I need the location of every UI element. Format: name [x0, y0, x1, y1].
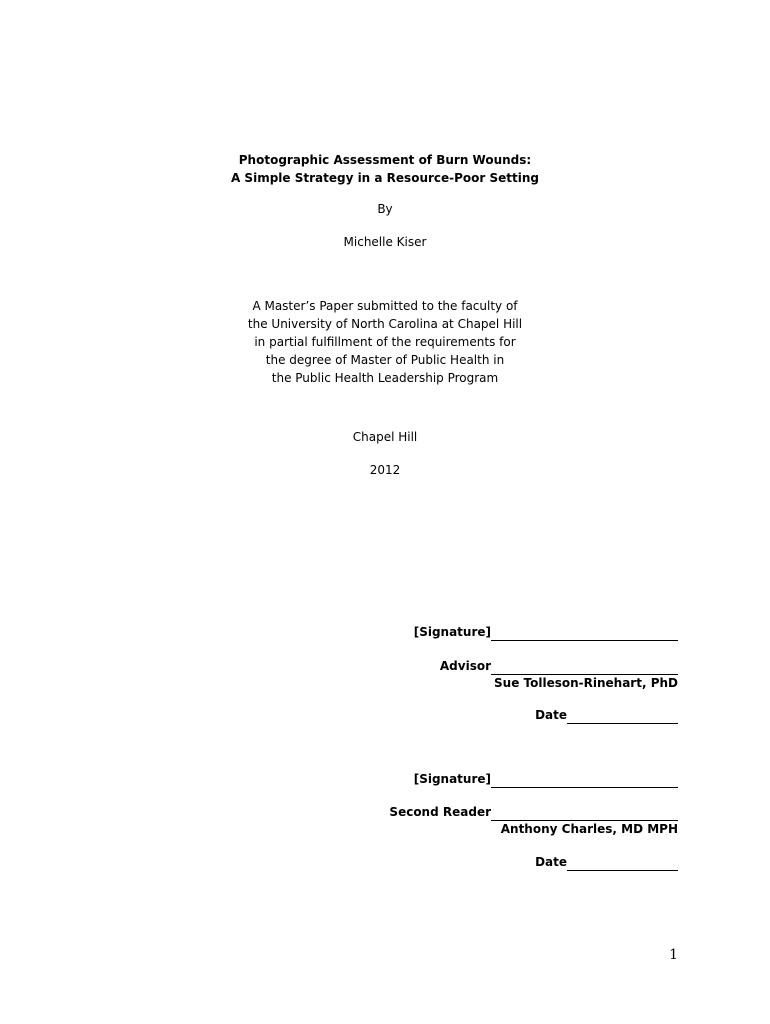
signature-underline: [491, 773, 678, 788]
advisor-date-line: [535, 706, 678, 724]
submission-statement: [0, 297, 770, 387]
advisor-date-label: Date: [535, 708, 567, 722]
signature-underline: [491, 626, 678, 641]
advisor-role-line: [440, 657, 678, 675]
statement-line: A Master’s Paper submitted to the faculty of: [252, 299, 518, 313]
place: Chapel Hill: [352, 430, 418, 444]
role-underline: [491, 806, 678, 821]
statement-line: the Public Health Leadership Program: [271, 371, 499, 385]
paper-title: [0, 151, 770, 187]
advisor-role-label: Advisor: [439, 659, 491, 673]
title-line-2: A Simple Strategy in a Resource-Poor Setting: [230, 171, 540, 185]
second-reader-role-line: [389, 803, 678, 821]
role-underline: [491, 660, 678, 675]
page-number: 1: [669, 947, 678, 963]
statement-line: in partial fulfillment of the requirements for: [254, 335, 516, 349]
second-reader-date-line: [535, 853, 678, 871]
date-underline: [567, 709, 678, 724]
statement-line: the degree of Master of Public Health in: [265, 353, 505, 367]
second-reader-date-label: Date: [535, 855, 567, 869]
author-name: Michelle Kiser: [343, 235, 427, 249]
date-underline: [567, 856, 678, 871]
advisor-name: Sue Tolleson-Rinehart, PhD: [494, 676, 678, 690]
second-reader-role-label: Second Reader: [389, 805, 491, 819]
second-reader-name: Anthony Charles, MD MPH: [500, 822, 678, 836]
second-reader-signature-label: [Signature]: [413, 772, 491, 786]
year: 2012: [369, 463, 401, 477]
statement-line: the University of North Carolina at Chapel Hill: [247, 317, 523, 331]
title-line-1: Photographic Assessment of Burn Wounds:: [238, 153, 532, 167]
advisor-signature-line: [414, 623, 678, 641]
advisor-signature-label: [Signature]: [413, 625, 491, 639]
second-reader-signature-line: [414, 770, 678, 788]
by-label: By: [377, 202, 393, 216]
